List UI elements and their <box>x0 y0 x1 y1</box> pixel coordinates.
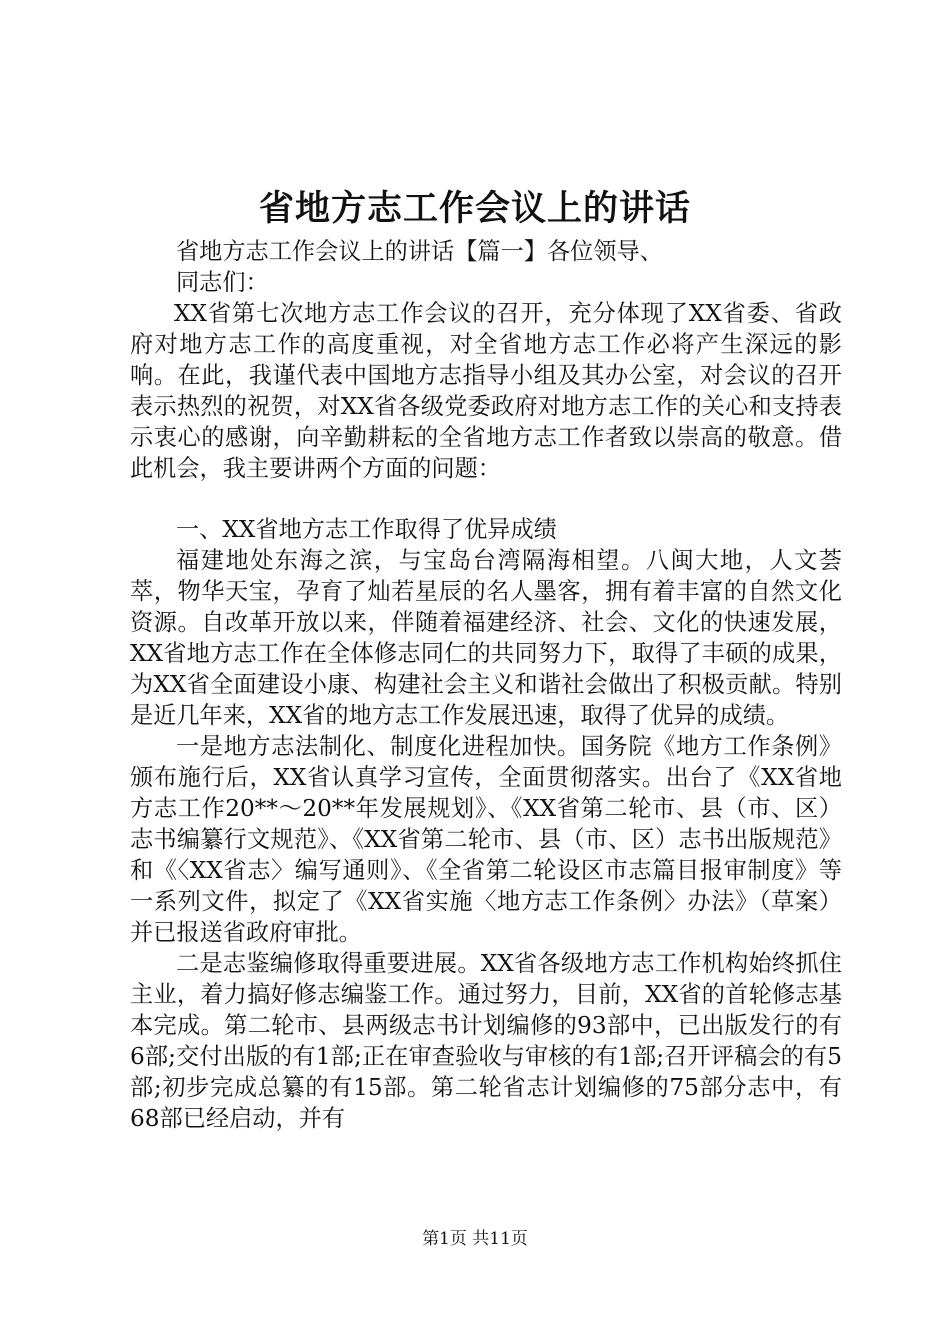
paragraph-fujian: 福建地处东海之滨，与宝岛台湾隔海相望。八闽大地，人文荟萃，物华天宝，孕育了灿若星辰的名人墨客，拥有着丰富的自然文化资源。自改革开放以来，伴随着福建经济、社会、文化的快速发展，XX省地方志工作在全体修志同仁的共同努力下，取得了丰硕的成果，为XX省全面建设小康、构建社会主义和谐社会做出了积极贡献。特别是近几年来，XX省的地方志工作发展迅速，取得了优异的成绩。 <box>130 547 842 729</box>
paragraph-point-one: 一是地方志法制化、制度化进程加快。国务院《地方工作条例》颁布施行后，XX省认真学习宣传，全面贯彻落实。出台了《XX省地方志工作20**～20**年发展规划》、《XX省第二轮市、县（市、区）志书编纂行文规范》、《XX省第二轮市、县（市、区）志书出版规范》和《〈XX省志〉编写通则》、《全省第二轮设区市志篇目报审制度》等一系列文件，拟定了《XX省实施〈地方志工作条例〉办法》（草案）并已报送省政府审批。 <box>130 733 842 946</box>
paragraph-spacer <box>130 484 842 514</box>
salutation: 同志们： <box>176 269 269 296</box>
page-number-footer: 第1页 共11页 <box>422 1229 528 1249</box>
document-body <box>130 236 842 1134</box>
document-title: 省地方志工作会议上的讲话 <box>258 188 691 229</box>
opening-line: 省地方志工作会议上的讲话【篇一】各位领导、 <box>176 238 663 265</box>
paragraph-point-two: 二是志鉴编修取得重要进展。XX省各级地方志工作机构始终抓住主业，着力搞好修志编鉴工作。通过努力，目前，XX省的首轮修志基本完成。第二轮市、县两级志书计划编修的93部中，已出版发行的有6部;交付出版的有1部;正在审查验收与审核的有1部;召开评稿会的有5部;初步完成总纂的有15部。第二轮省志计划编修的75部分志中，有68部已经启动，并有 <box>130 950 842 1132</box>
paragraph-intro: XX省第七次地方志工作会议的召开，充分体现了XX省委、省政府对地方志工作的高度重视，对全省地方志工作必将产生深远的影响。在此，我谨代表中国地方志指导小组及其办公室，对会议的召开表示热烈的祝贺，对XX省各级党委政府对地方志工作的关心和支持表示衷心的感谢，向辛勤耕耘的全省地方志工作者致以崇高的敬意。借此机会，我主要讲两个方面的问题： <box>130 300 842 482</box>
section-heading: 一、XX省地方志工作取得了优异成绩 <box>176 516 557 543</box>
